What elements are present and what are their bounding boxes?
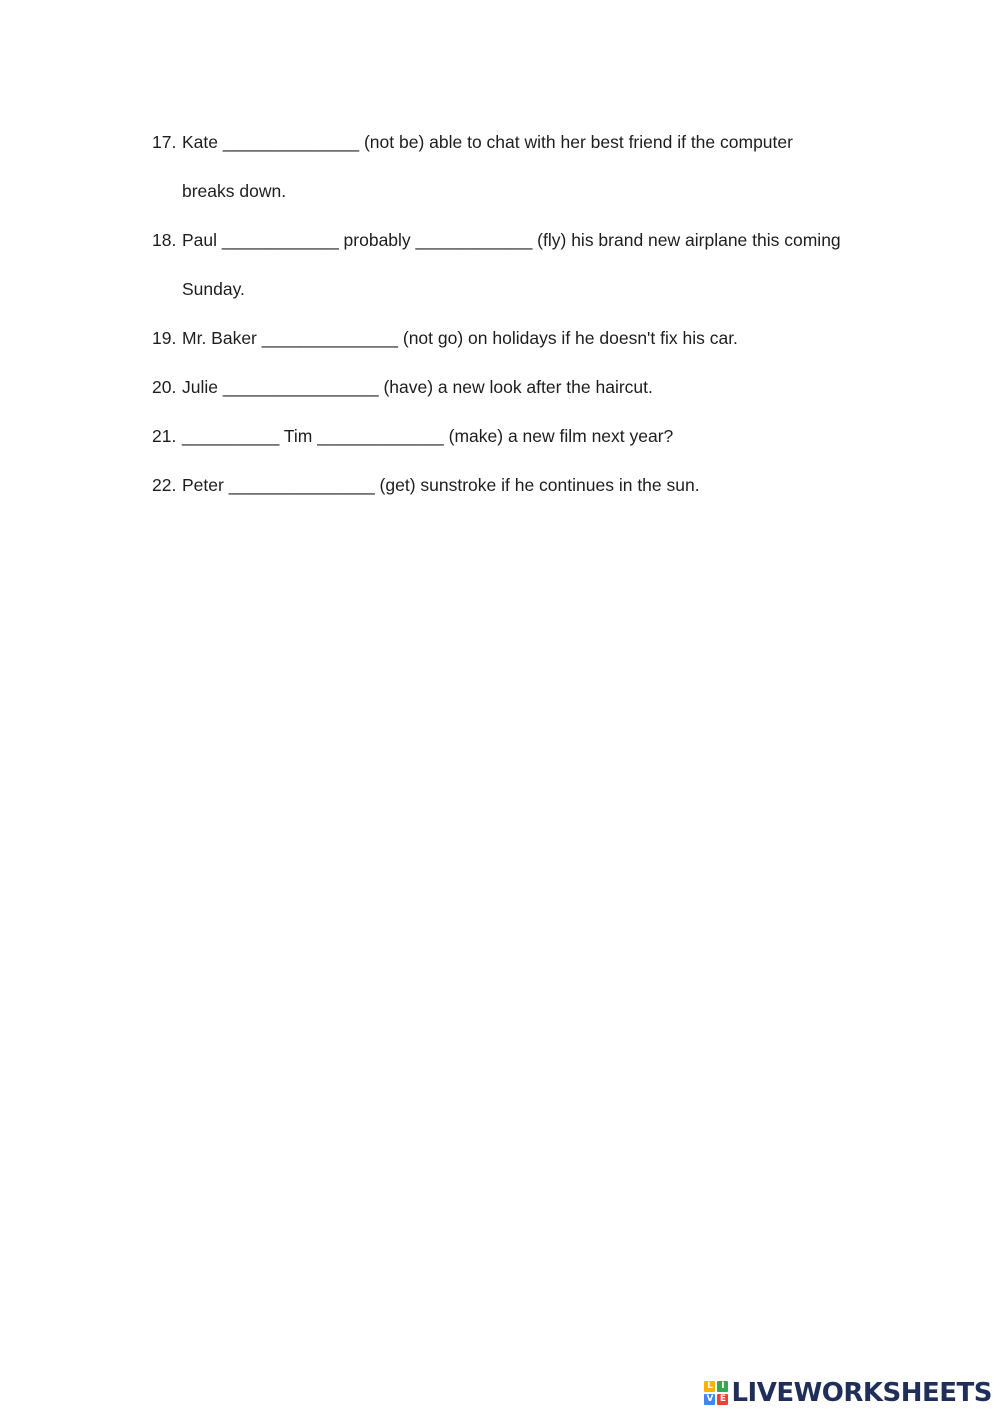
exercise-number: 17. (152, 132, 177, 152)
exercise-number: 22. (152, 475, 177, 495)
logo-mark-icon (704, 1381, 728, 1405)
exercise-text: Peter _______________ (get) sunstroke if he continues in the sun. (182, 475, 700, 495)
exercise-18 (152, 216, 892, 265)
exercise-text: Mr. Baker ______________ (not go) on holidays if he doesn't fix his car. (182, 328, 738, 348)
logo-mark-letter: I (717, 1381, 728, 1392)
exercise-22 (152, 461, 892, 510)
liveworksheets-logo (704, 1379, 992, 1407)
exercise-number: 21. (152, 426, 177, 446)
logo-mark-letter: E (717, 1394, 728, 1405)
exercise-text: __________ Tim _____________ (make) a new film next year? (182, 426, 674, 446)
exercise-text: Paul ____________ probably ____________ (fly) his brand new airplane this coming (182, 230, 841, 250)
exercise-text-continuation: breaks down. (182, 181, 287, 201)
exercise-17 (152, 118, 892, 167)
exercise-text-continuation: Sunday. (182, 279, 245, 299)
exercise-number: 20. (152, 377, 177, 397)
logo-mark-letter: L (704, 1381, 715, 1392)
exercise-text: Kate ______________ (not be) able to chat with her best friend if the computer (182, 132, 793, 152)
exercise-17-continuation (152, 167, 892, 216)
worksheet-body (152, 118, 892, 510)
exercise-number: 19. (152, 328, 177, 348)
exercise-19 (152, 314, 892, 363)
exercise-18-continuation (152, 265, 892, 314)
exercise-text: Julie ________________ (have) a new look after the haircut. (182, 377, 653, 397)
exercise-20 (152, 363, 892, 412)
logo-text: LIVEWORKSHEETS (731, 1378, 992, 1408)
logo-mark-letter: V (704, 1394, 715, 1405)
exercise-number: 18. (152, 230, 177, 250)
exercise-21 (152, 412, 892, 461)
